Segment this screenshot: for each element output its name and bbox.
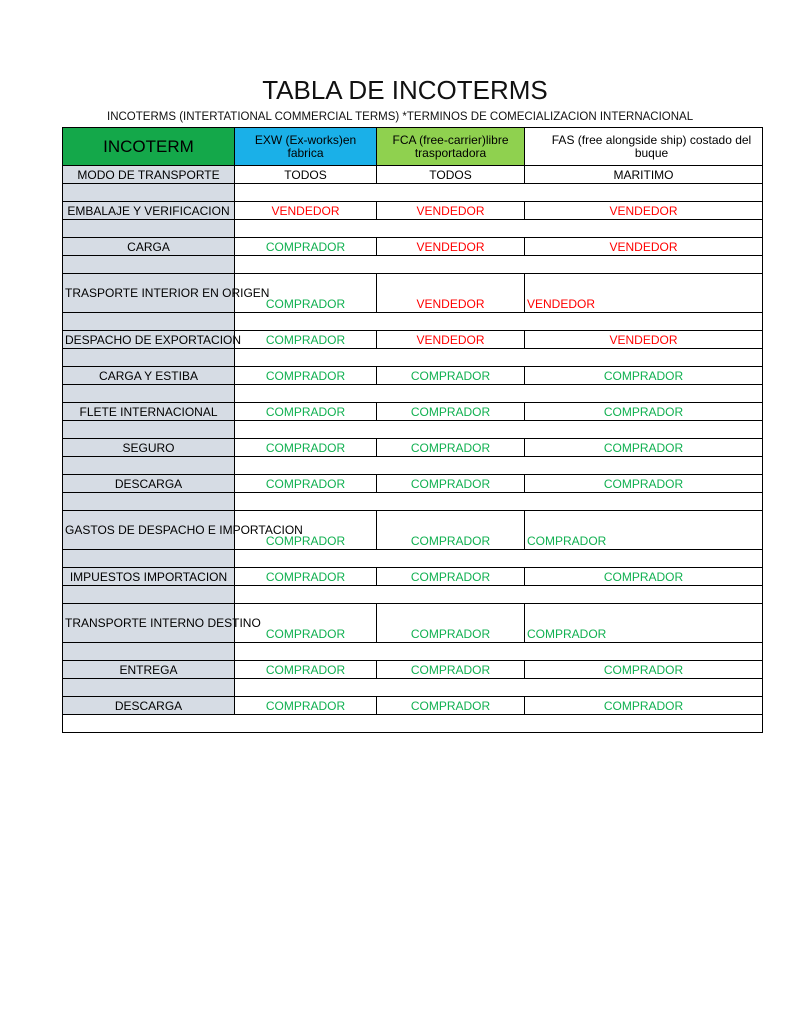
cell-fas: [525, 475, 763, 493]
cell-value: COMPRADOR: [265, 368, 346, 383]
cell-fca: [377, 439, 525, 457]
cell-fas: [525, 274, 763, 313]
spacer-cell: [235, 220, 763, 238]
cell-value: COMPRADOR: [527, 534, 607, 548]
spacer-row: [63, 550, 763, 568]
cell-value: COMPRADOR: [265, 627, 346, 641]
spacer-cell: [235, 385, 763, 403]
cell-value: COMPRADOR: [265, 534, 346, 548]
row-label: DESCARGA: [63, 697, 235, 715]
spacer-label-cell: [63, 349, 235, 367]
cell-value: COMPRADOR: [265, 404, 346, 419]
spacer-cell: [235, 421, 763, 439]
cell-fas: [525, 511, 763, 550]
cell-value: COMPRADOR: [410, 662, 491, 677]
cell-value: VENDEDOR: [527, 297, 596, 311]
cell-exw: [235, 166, 377, 184]
spacer-row: [63, 313, 763, 331]
spacer-label-cell: [63, 256, 235, 274]
row-label: CARGA: [63, 238, 235, 256]
row-label: MODO DE TRANSPORTE: [63, 166, 235, 184]
cell-value: COMPRADOR: [410, 368, 491, 383]
spacer-row: [63, 220, 763, 238]
cell-value: COMPRADOR: [603, 698, 684, 713]
cell-exw: [235, 475, 377, 493]
cell-exw: [235, 439, 377, 457]
spacer-label-cell: [63, 643, 235, 661]
page-subtitle: INCOTERMS (INTERTATIONAL COMMERCIAL TERMS) *TERMINOS DE COMECIALIZACION INTERNACIONAL: [107, 111, 694, 123]
table-row: [63, 439, 763, 457]
spacer-label-cell: [63, 184, 235, 202]
cell-value: TODOS: [429, 167, 472, 182]
header-fca: FCA (free-carrier)libre trasportadora: [377, 128, 525, 166]
spacer-cell: [235, 550, 763, 568]
cell-value: COMPRADOR: [265, 332, 346, 347]
cell-value: COMPRADOR: [265, 698, 346, 713]
cell-value: VENDEDOR: [416, 203, 485, 218]
spacer-cell: [235, 493, 763, 511]
cell-exw: [235, 568, 377, 586]
cell-fas: [525, 166, 763, 184]
row-label: CARGA Y ESTIBA: [63, 367, 235, 385]
table-row: [63, 238, 763, 256]
cell-value: COMPRADOR: [410, 476, 491, 491]
spacer-label-cell: [63, 550, 235, 568]
row-label: ENTREGA: [63, 661, 235, 679]
spacer-row: [63, 421, 763, 439]
table-row: [63, 367, 763, 385]
cell-value: COMPRADOR: [265, 297, 346, 311]
spacer-label-cell: [63, 679, 235, 697]
cell-exw: [235, 661, 377, 679]
cell-fca: [377, 511, 525, 550]
table-row: [63, 661, 763, 679]
incoterms-sheet: [62, 127, 752, 769]
row-label: TRANSPORTE INTERNO DESTINO: [63, 604, 235, 643]
table-viewport: [62, 127, 752, 769]
cell-value: VENDEDOR: [416, 239, 485, 254]
cell-fca: [377, 331, 525, 349]
table-row: [63, 475, 763, 493]
spacer-label-cell: [63, 586, 235, 604]
cell-fca: [377, 202, 525, 220]
header-exw: EXW (Ex-works)en fabrica: [235, 128, 377, 166]
spacer-label-cell: [63, 457, 235, 475]
cell-value: COMPRADOR: [265, 476, 346, 491]
table-row: [63, 274, 763, 313]
spacer-row: [63, 457, 763, 475]
table-row: [63, 511, 763, 550]
cell-value: COMPRADOR: [603, 440, 684, 455]
cell-value: COMPRADOR: [410, 627, 491, 641]
spacer-cell: [235, 715, 763, 733]
row-label: TRASPORTE INTERIOR EN ORIGEN: [63, 274, 235, 313]
spacer-label-cell: [63, 493, 235, 511]
cell-value: VENDEDOR: [609, 332, 678, 347]
cell-exw: [235, 331, 377, 349]
cell-fca: [377, 568, 525, 586]
spacer-cell: [235, 643, 763, 661]
cell-fas: [525, 439, 763, 457]
cell-fca: [377, 661, 525, 679]
cell-fas: [525, 697, 763, 715]
cell-fca: [377, 274, 525, 313]
cell-fas: [525, 367, 763, 385]
cell-fca: [377, 367, 525, 385]
spacer-cell: [235, 457, 763, 475]
cell-value: MARITIMO: [613, 167, 674, 182]
spacer-label-cell: [63, 421, 235, 439]
table-row: [63, 697, 763, 715]
header-incoterm: INCOTERM: [63, 128, 235, 166]
table-row: [63, 202, 763, 220]
page-title: TABLA DE INCOTERMS: [262, 75, 548, 105]
row-label: IMPUESTOS IMPORTACION: [63, 568, 235, 586]
table-row: [63, 166, 763, 184]
cell-value: COMPRADOR: [265, 239, 346, 254]
table-row: [63, 568, 763, 586]
spacer-cell: [235, 313, 763, 331]
cell-fas: [525, 403, 763, 421]
cell-fca: [377, 697, 525, 715]
spacer-row: [63, 493, 763, 511]
spacer-cell: [235, 349, 763, 367]
cell-fas: [525, 661, 763, 679]
spacer-row: [63, 679, 763, 697]
row-label: EMBALAJE Y VERIFICACION: [63, 202, 235, 220]
row-label: SEGURO: [63, 439, 235, 457]
cell-value: VENDEDOR: [609, 203, 678, 218]
row-label: DESPACHO DE EXPORTACION: [63, 331, 235, 349]
table-row: [63, 331, 763, 349]
spacer-cell: [235, 586, 763, 604]
cell-value: COMPRADOR: [527, 627, 607, 641]
cell-exw: [235, 238, 377, 256]
header-fas: FAS (free alongside ship) costado del buque: [525, 128, 763, 166]
header-row: [63, 128, 763, 166]
cell-value: COMPRADOR: [410, 440, 491, 455]
spacer-row: [63, 586, 763, 604]
cell-fas: [525, 568, 763, 586]
cell-value: COMPRADOR: [265, 440, 346, 455]
spacer-label-cell: [63, 220, 235, 238]
spacer-cell: [235, 184, 763, 202]
cell-fas: [525, 238, 763, 256]
cell-value: COMPRADOR: [410, 569, 491, 584]
cell-value: VENDEDOR: [609, 239, 678, 254]
cell-exw: [235, 697, 377, 715]
spacer-label-cell: [63, 313, 235, 331]
spacer-row: [63, 349, 763, 367]
cell-value: VENDEDOR: [416, 332, 485, 347]
row-label: FLETE INTERNACIONAL: [63, 403, 235, 421]
spacer-row: [63, 715, 763, 733]
cell-fca: [377, 475, 525, 493]
spacer-row: [63, 256, 763, 274]
cell-value: COMPRADOR: [603, 569, 684, 584]
cell-value: VENDEDOR: [416, 297, 485, 311]
table-row: [63, 403, 763, 421]
cell-value: COMPRADOR: [265, 569, 346, 584]
spacer-label-cell: [63, 385, 235, 403]
spacer-label-cell: [63, 715, 235, 733]
spacer-row: [63, 184, 763, 202]
cell-value: COMPRADOR: [265, 662, 346, 677]
spacer-row: [63, 385, 763, 403]
cell-value: VENDEDOR: [271, 203, 340, 218]
cell-exw: [235, 403, 377, 421]
cell-value: COMPRADOR: [410, 698, 491, 713]
cell-fca: [377, 403, 525, 421]
row-label: GASTOS DE DESPACHO E IMPORTACION: [63, 511, 235, 550]
cell-value: COMPRADOR: [603, 476, 684, 491]
cell-value: TODOS: [284, 167, 327, 182]
cell-fas: [525, 604, 763, 643]
cell-value: COMPRADOR: [603, 404, 684, 419]
incoterms-table: [62, 127, 763, 733]
cell-value: COMPRADOR: [410, 534, 491, 548]
table-row: [63, 604, 763, 643]
row-label: DESCARGA: [63, 475, 235, 493]
cell-value: COMPRADOR: [410, 404, 491, 419]
cell-fas: [525, 331, 763, 349]
cell-exw: [235, 367, 377, 385]
cell-fca: [377, 166, 525, 184]
cell-fas: [525, 202, 763, 220]
cell-value: COMPRADOR: [603, 368, 684, 383]
cell-fca: [377, 238, 525, 256]
spacer-cell: [235, 679, 763, 697]
cell-value: COMPRADOR: [603, 662, 684, 677]
cell-fca: [377, 604, 525, 643]
cell-exw: [235, 202, 377, 220]
spacer-row: [63, 643, 763, 661]
spacer-cell: [235, 256, 763, 274]
